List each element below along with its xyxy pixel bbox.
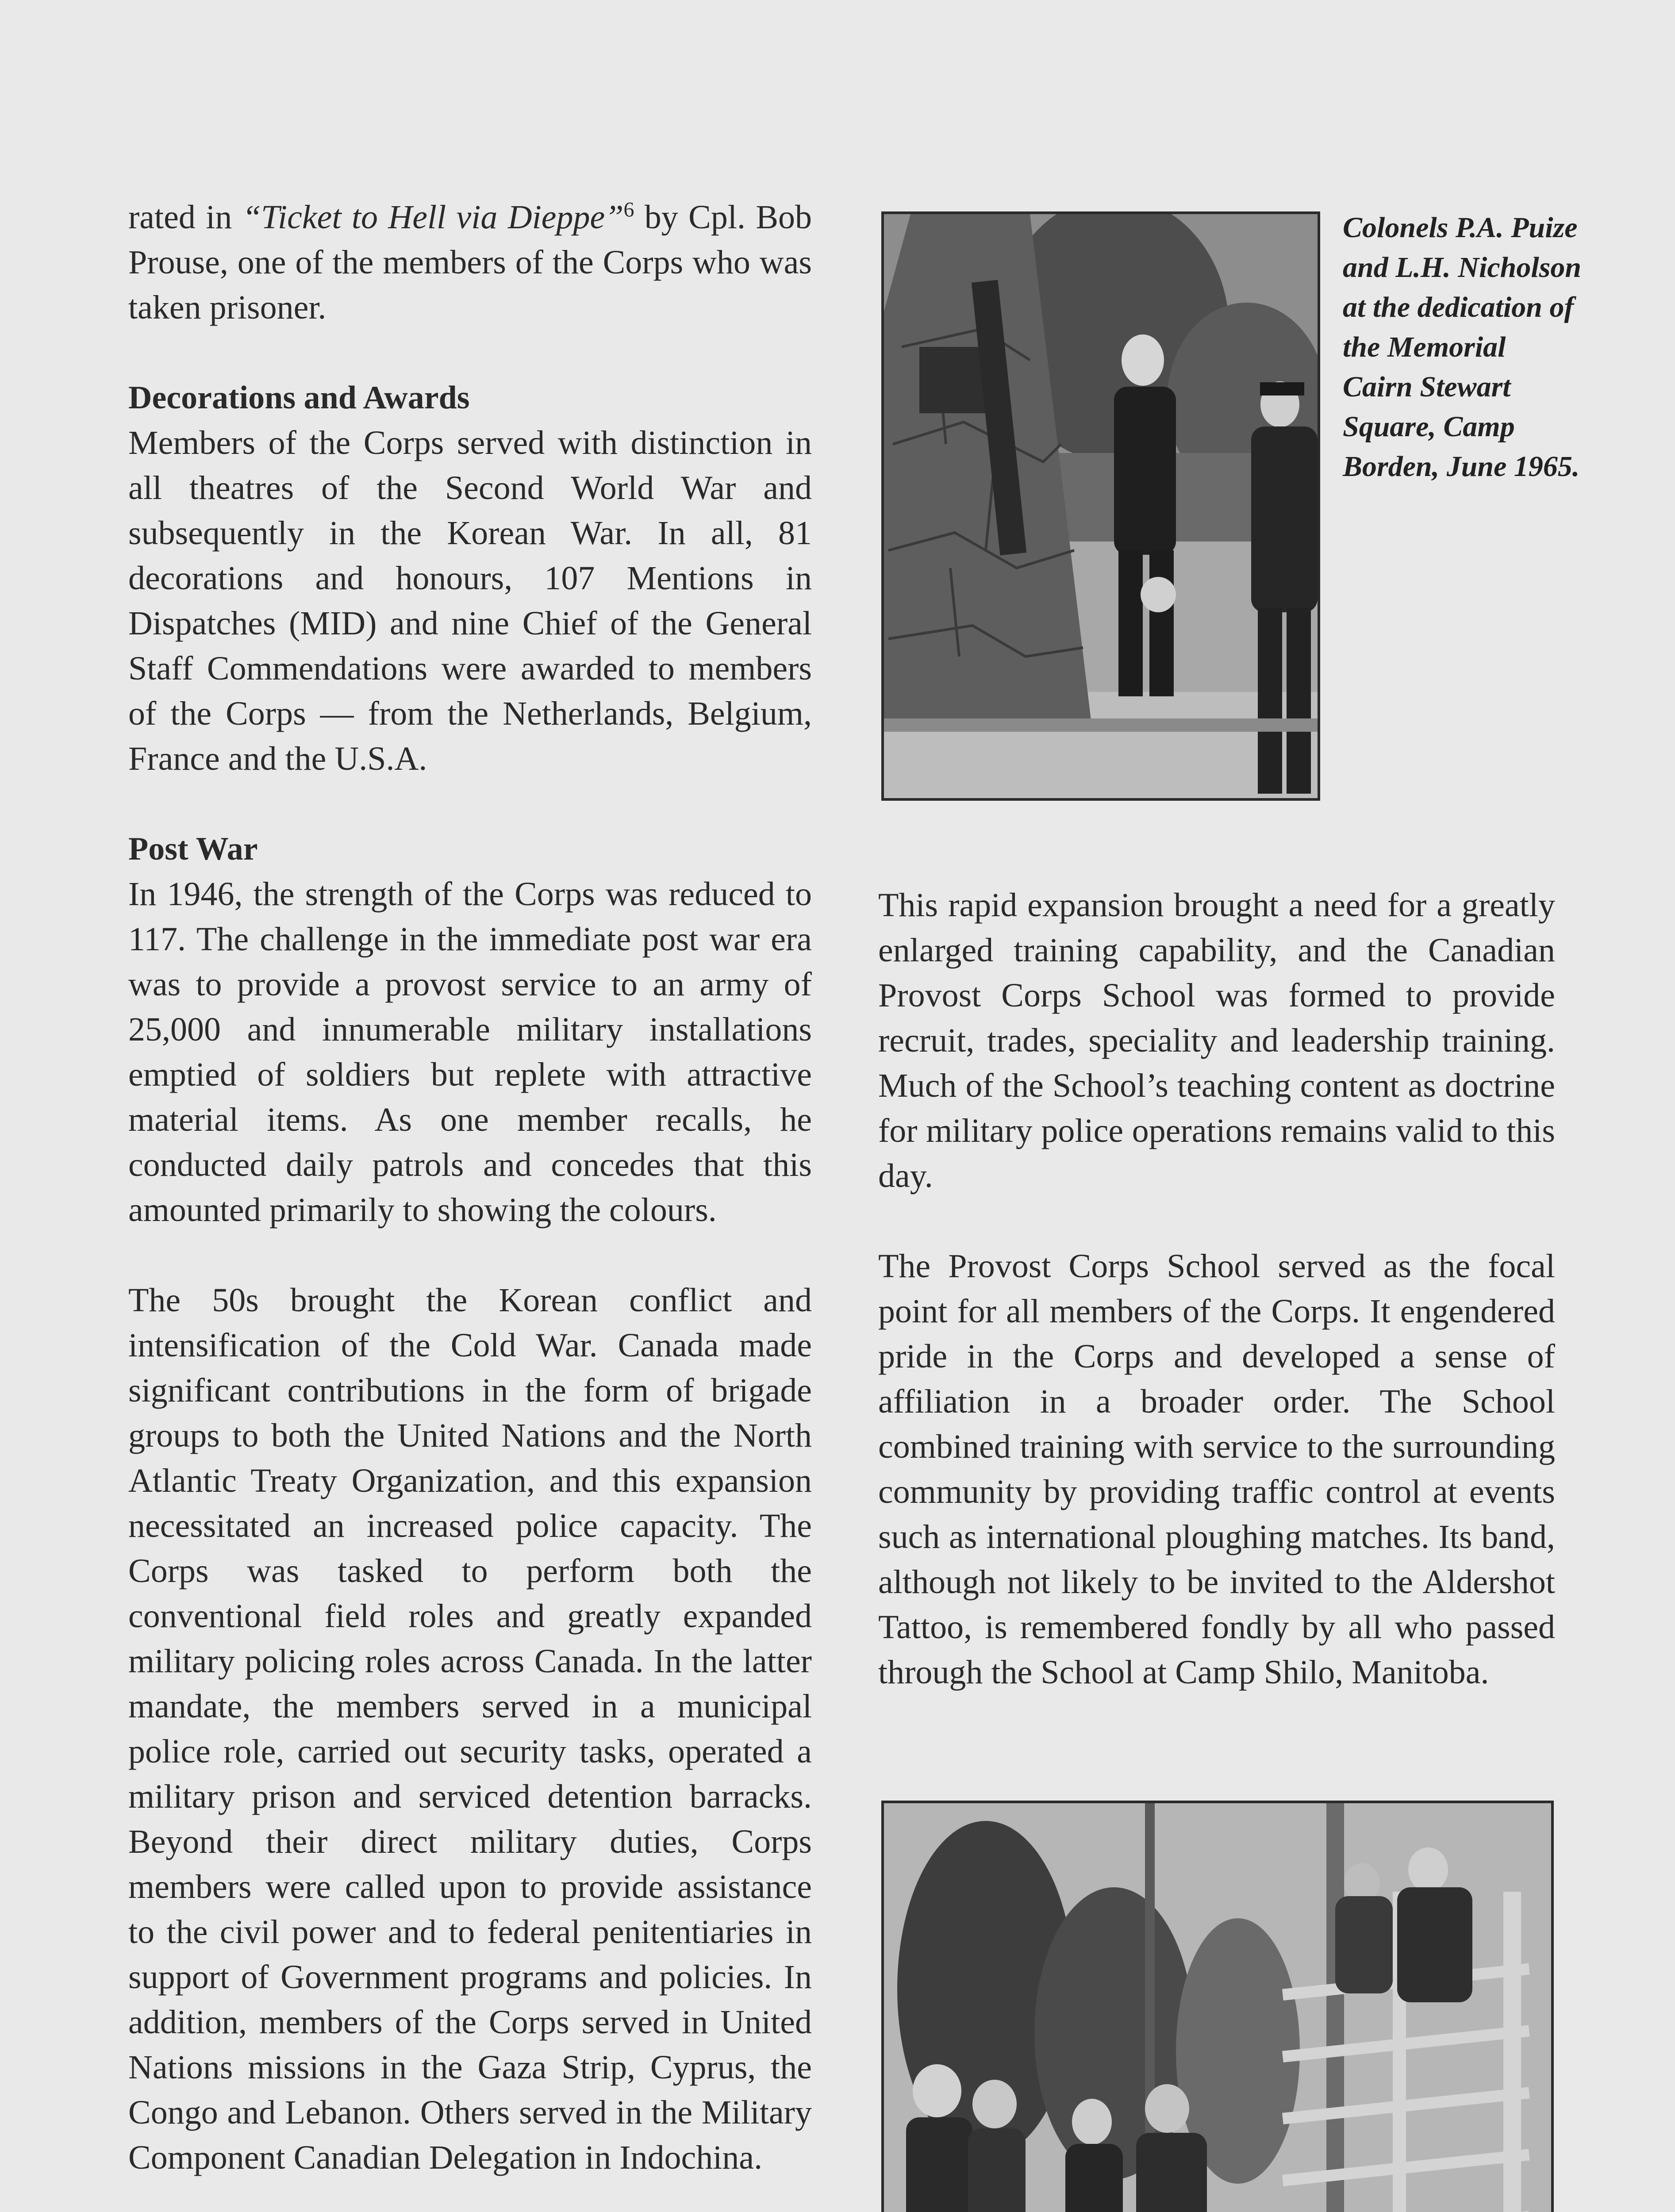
right-column <box>878 883 1555 1695</box>
memorial-photo-caption: Colonels P.A. Puize and L.H. Nicholson at the dedication of the Memorial Cairn Stewart Square, Camp Borden, June 1965. <box>1343 211 1582 483</box>
continuation-paragraph <box>128 195 812 330</box>
memorial-cairn-illustration <box>884 214 1318 798</box>
school-paragraph: The Provost Corps School served as the focal point for all members of the Corps. It engendered pride in the Corps and developed a sense of affiliation in a broader order. The School combined training with service to the surrounding community by providing traffic control at events such as international ploughing matches. Its band, although not likely to be invited to the Aldershot Tattoo, is remembered fondly by all who passed through the School at Camp Shilo, Manitoba. <box>878 1248 1555 1691</box>
continuation-text-a: rated in <box>128 199 242 236</box>
postwar-paragraph: In 1946, the strength of the Corps was reduced to 117. The challenge in the immediate post war era was to provide a provost service to an army of 25,000 and innumerable military installations emptied of soldiers but replete with attractive material items. As one member recalls, he conducted daily patrols and concedes that this amounted primarily to showing the colours. <box>128 876 812 1229</box>
training-photo <box>881 1801 1554 2212</box>
postwar-heading: Post War <box>128 831 258 867</box>
memorial-cairn-photo <box>881 211 1320 801</box>
footnote-ref: 6 <box>623 198 634 222</box>
training-illustration <box>884 1803 1551 2212</box>
continuation-text-b: by Cpl. Bob Prouse, one of the members of the Corps who was taken prisoner. <box>128 199 812 326</box>
book-title: “Ticket to Hell via Dieppe” <box>242 199 624 236</box>
decorations-paragraph: Members of the Corps served with distinction in all theatres of the Second World War and subsequently in the Korean War. In all, 81 decorations and honours, 107 Mentions in Dispatches (MID) and nine Chief of the General Staff Commendations were awarded to members of the Corps — from the Netherlands, Belgium, France and the U.S.A. <box>128 424 812 777</box>
fifties-paragraph: The 50s brought the Korean conflict and intensification of the Cold War. Canada made significant contributions in the form of brigade groups to both the United Nations and the North Atlantic Treaty Organization, and this expansion necessitated an increased police capacity. The Corps was tasked to perform both the conventional field roles and greatly expanded military policing roles across Canada. In the latter mandate, the members served in a municipal police role, carried out security tasks, operated a military prison and serviced detention barracks. Beyond their direct military duties, Corps members were called upon to provide assistance to the civil power and to federal penitentiaries in support of Government programs and policies. In addition, members of the Corps served in United Nations missions in the Gaza Strip, Cyprus, the Congo and Lebanon. Others served in the Military Component Canadian Delegation in Indochina. <box>128 1282 812 2176</box>
left-column <box>128 195 812 2180</box>
expansion-paragraph: This rapid expansion brought a need for a greatly enlarged training capability, and the Canadian Provost Corps School was formed to provide recruit, trades, speciality and leadership training. Much of the School’s teaching content as doctrine for military police operations remains valid to this day. <box>878 887 1555 1194</box>
decorations-heading: Decorations and Awards <box>128 380 470 416</box>
